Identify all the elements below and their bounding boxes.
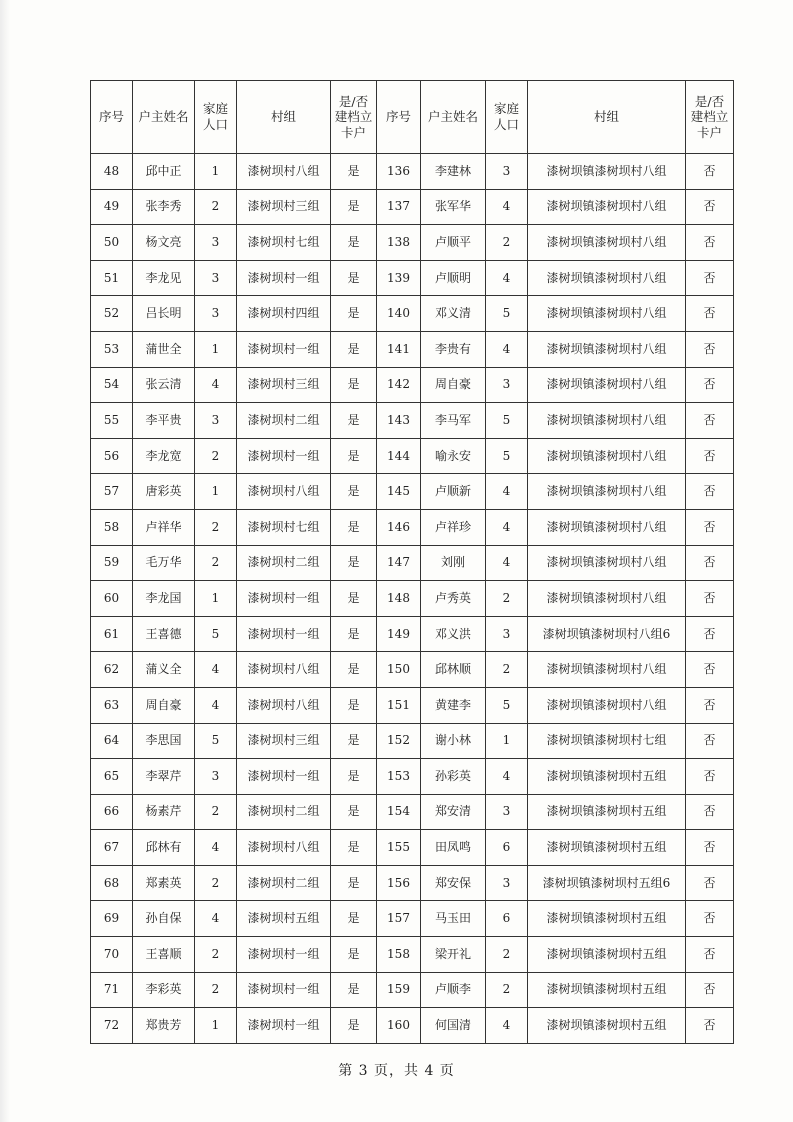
owner-cell: 张军华 [421, 189, 486, 225]
card-cell: 是 [331, 972, 377, 1008]
seq-cell: 48 [91, 154, 133, 190]
village-cell: 漆树坝村一组 [237, 581, 331, 617]
card-cell: 否 [686, 545, 734, 581]
village-cell: 漆树坝村一组 [237, 759, 331, 795]
village-cell: 漆树坝镇漆树坝村八组 [528, 652, 686, 688]
owner-cell: 张云清 [133, 367, 195, 403]
seq-cell: 68 [91, 865, 133, 901]
seq-cell: 61 [91, 616, 133, 652]
table-row [91, 865, 734, 901]
people-cell: 3 [195, 260, 237, 296]
table-header-row [91, 81, 734, 154]
table-row [91, 794, 734, 830]
people-cell: 4 [195, 901, 237, 937]
card-cell: 否 [686, 403, 734, 439]
village-cell: 漆树坝村一组 [237, 438, 331, 474]
people-cell: 1 [195, 1008, 237, 1044]
village-cell: 漆树坝村一组 [237, 260, 331, 296]
people-cell: 5 [486, 403, 528, 439]
village-cell: 漆树坝村二组 [237, 403, 331, 439]
village-cell: 漆树坝村三组 [237, 367, 331, 403]
card-cell: 否 [686, 901, 734, 937]
seq-cell: 142 [377, 367, 421, 403]
table-row [91, 225, 734, 261]
card-cell: 是 [331, 1008, 377, 1044]
village-cell: 漆树坝村八组 [237, 652, 331, 688]
people-cell: 2 [195, 794, 237, 830]
card-cell: 否 [686, 260, 734, 296]
people-cell: 1 [195, 474, 237, 510]
seq-cell: 159 [377, 972, 421, 1008]
people-cell: 4 [486, 509, 528, 545]
owner-cell: 邱中正 [133, 154, 195, 190]
owner-cell: 邓义清 [421, 296, 486, 332]
village-cell: 漆树坝镇漆树坝村八组 [528, 438, 686, 474]
seq-cell: 154 [377, 794, 421, 830]
village-cell: 漆树坝镇漆树坝村八组 [528, 474, 686, 510]
seq-cell: 69 [91, 901, 133, 937]
village-cell: 漆树坝镇漆树坝村五组 [528, 972, 686, 1008]
card-cell: 否 [686, 759, 734, 795]
people-cell: 2 [486, 937, 528, 973]
owner-cell: 吕长明 [133, 296, 195, 332]
owner-cell: 田凤鸣 [421, 830, 486, 866]
people-cell: 3 [486, 794, 528, 830]
header-owner: 户主姓名 [133, 81, 195, 154]
people-cell: 2 [195, 937, 237, 973]
card-cell: 否 [686, 794, 734, 830]
seq-cell: 71 [91, 972, 133, 1008]
people-cell: 3 [195, 296, 237, 332]
card-cell: 是 [331, 438, 377, 474]
village-cell: 漆树坝村二组 [237, 794, 331, 830]
seq-cell: 56 [91, 438, 133, 474]
village-cell: 漆树坝村一组 [237, 331, 331, 367]
seq-cell: 57 [91, 474, 133, 510]
village-cell: 漆树坝镇漆树坝村八组 [528, 189, 686, 225]
card-cell: 是 [331, 865, 377, 901]
owner-cell: 卢顺平 [421, 225, 486, 261]
card-cell: 是 [331, 545, 377, 581]
table-row [91, 509, 734, 545]
card-cell: 是 [331, 652, 377, 688]
people-cell: 3 [486, 616, 528, 652]
table-row [91, 616, 734, 652]
people-cell: 4 [195, 367, 237, 403]
table-row [91, 830, 734, 866]
owner-cell: 王喜顺 [133, 937, 195, 973]
seq-cell: 156 [377, 865, 421, 901]
table-row [91, 403, 734, 439]
card-cell: 是 [331, 759, 377, 795]
owner-cell: 李平贵 [133, 403, 195, 439]
table-row [91, 759, 734, 795]
village-cell: 漆树坝镇漆树坝村八组 [528, 260, 686, 296]
people-cell: 2 [486, 972, 528, 1008]
people-cell: 5 [195, 723, 237, 759]
people-cell: 2 [195, 189, 237, 225]
owner-cell: 李龙见 [133, 260, 195, 296]
owner-cell: 卢秀英 [421, 581, 486, 617]
people-cell: 2 [195, 865, 237, 901]
people-cell: 3 [195, 225, 237, 261]
seq-cell: 147 [377, 545, 421, 581]
people-cell: 6 [486, 830, 528, 866]
village-cell: 漆树坝镇漆树坝村五组 [528, 901, 686, 937]
card-cell: 是 [331, 403, 377, 439]
page-footer: 第 3 页，共 4 页 [338, 1063, 455, 1079]
village-cell: 漆树坝村七组 [237, 225, 331, 261]
seq-cell: 49 [91, 189, 133, 225]
people-cell: 1 [195, 331, 237, 367]
seq-cell: 53 [91, 331, 133, 367]
village-cell: 漆树坝镇漆树坝村五组 [528, 794, 686, 830]
table-row [91, 154, 734, 190]
owner-cell: 卢顺李 [421, 972, 486, 1008]
village-cell: 漆树坝村八组 [237, 154, 331, 190]
table-row [91, 687, 734, 723]
people-cell: 4 [486, 260, 528, 296]
people-cell: 4 [486, 1008, 528, 1044]
owner-cell: 李思国 [133, 723, 195, 759]
village-cell: 漆树坝镇漆树坝村八组 [528, 509, 686, 545]
village-cell: 漆树坝镇漆树坝村八组 [528, 687, 686, 723]
owner-cell: 周自豪 [421, 367, 486, 403]
people-cell: 5 [486, 296, 528, 332]
people-cell: 4 [195, 830, 237, 866]
village-cell: 漆树坝村八组 [237, 474, 331, 510]
people-cell: 1 [195, 581, 237, 617]
card-cell: 是 [331, 474, 377, 510]
owner-cell: 王喜德 [133, 616, 195, 652]
owner-cell: 黄建李 [421, 687, 486, 723]
table-row [91, 723, 734, 759]
seq-cell: 160 [377, 1008, 421, 1044]
seq-cell: 150 [377, 652, 421, 688]
village-cell: 漆树坝村四组 [237, 296, 331, 332]
seq-cell: 55 [91, 403, 133, 439]
seq-cell: 70 [91, 937, 133, 973]
card-cell: 否 [686, 154, 734, 190]
header-owner: 户主姓名 [421, 81, 486, 154]
village-cell: 漆树坝村五组 [237, 901, 331, 937]
table-row [91, 438, 734, 474]
village-cell: 漆树坝村三组 [237, 723, 331, 759]
village-cell: 漆树坝村一组 [237, 972, 331, 1008]
table-row [91, 296, 734, 332]
people-cell: 4 [486, 759, 528, 795]
table-row [91, 581, 734, 617]
owner-cell: 杨文亮 [133, 225, 195, 261]
people-cell: 5 [486, 687, 528, 723]
header-seq: 序号 [377, 81, 421, 154]
card-cell: 否 [686, 937, 734, 973]
village-cell: 漆树坝镇漆树坝村八组 [528, 367, 686, 403]
people-cell: 2 [195, 545, 237, 581]
people-cell: 2 [195, 509, 237, 545]
card-cell: 否 [686, 225, 734, 261]
people-cell: 2 [195, 972, 237, 1008]
owner-cell: 张李秀 [133, 189, 195, 225]
owner-cell: 卢祥华 [133, 509, 195, 545]
people-cell: 5 [486, 438, 528, 474]
village-cell: 漆树坝镇漆树坝村八组 [528, 154, 686, 190]
card-cell: 否 [686, 509, 734, 545]
household-table [90, 80, 734, 1044]
scan-edge [0, 0, 10, 1122]
village-cell: 漆树坝镇漆树坝村五组 [528, 937, 686, 973]
card-cell: 是 [331, 581, 377, 617]
owner-cell: 李翠芹 [133, 759, 195, 795]
header-card: 是/否 建档立 卡户 [686, 81, 734, 154]
owner-cell: 卢顺明 [421, 260, 486, 296]
table-row [91, 901, 734, 937]
table-row [91, 545, 734, 581]
seq-cell: 62 [91, 652, 133, 688]
people-cell: 4 [486, 474, 528, 510]
header-card: 是/否 建档立 卡户 [331, 81, 377, 154]
seq-cell: 66 [91, 794, 133, 830]
owner-cell: 卢祥珍 [421, 509, 486, 545]
card-cell: 是 [331, 367, 377, 403]
seq-cell: 139 [377, 260, 421, 296]
people-cell: 4 [486, 331, 528, 367]
seq-cell: 58 [91, 509, 133, 545]
seq-cell: 148 [377, 581, 421, 617]
card-cell: 否 [686, 438, 734, 474]
village-cell: 漆树坝镇漆树坝村八组 [528, 296, 686, 332]
owner-cell: 杨素芹 [133, 794, 195, 830]
people-cell: 4 [486, 545, 528, 581]
card-cell: 否 [686, 865, 734, 901]
owner-cell: 郑素英 [133, 865, 195, 901]
card-cell: 是 [331, 794, 377, 830]
village-cell: 漆树坝镇漆树坝村八组 [528, 225, 686, 261]
village-cell: 漆树坝村一组 [237, 1008, 331, 1044]
village-cell: 漆树坝镇漆树坝村八组 [528, 581, 686, 617]
card-cell: 是 [331, 687, 377, 723]
owner-cell: 唐彩英 [133, 474, 195, 510]
seq-cell: 67 [91, 830, 133, 866]
village-cell: 漆树坝镇漆树坝村五组 [528, 1008, 686, 1044]
people-cell: 2 [195, 438, 237, 474]
people-cell: 3 [195, 403, 237, 439]
seq-cell: 51 [91, 260, 133, 296]
owner-cell: 刘刚 [421, 545, 486, 581]
owner-cell: 周自豪 [133, 687, 195, 723]
table-row [91, 474, 734, 510]
seq-cell: 149 [377, 616, 421, 652]
people-cell: 4 [195, 652, 237, 688]
card-cell: 是 [331, 260, 377, 296]
owner-cell: 何国清 [421, 1008, 486, 1044]
people-cell: 5 [195, 616, 237, 652]
card-cell: 否 [686, 723, 734, 759]
village-cell: 漆树坝村八组 [237, 830, 331, 866]
seq-cell: 72 [91, 1008, 133, 1044]
seq-cell: 52 [91, 296, 133, 332]
owner-cell: 喻永安 [421, 438, 486, 474]
village-cell: 漆树坝镇漆树坝村五组 [528, 759, 686, 795]
card-cell: 是 [331, 225, 377, 261]
village-cell: 漆树坝村二组 [237, 865, 331, 901]
seq-cell: 140 [377, 296, 421, 332]
seq-cell: 158 [377, 937, 421, 973]
owner-cell: 郑安保 [421, 865, 486, 901]
seq-cell: 65 [91, 759, 133, 795]
village-cell: 漆树坝镇漆树坝村八组 [528, 331, 686, 367]
village-cell: 漆树坝村八组 [237, 687, 331, 723]
header-seq: 序号 [91, 81, 133, 154]
people-cell: 1 [486, 723, 528, 759]
village-cell: 漆树坝村二组 [237, 545, 331, 581]
card-cell: 是 [331, 189, 377, 225]
owner-cell: 邱林顺 [421, 652, 486, 688]
owner-cell: 李贵有 [421, 331, 486, 367]
village-cell: 漆树坝镇漆树坝村八组 [528, 545, 686, 581]
card-cell: 是 [331, 509, 377, 545]
seq-cell: 50 [91, 225, 133, 261]
people-cell: 3 [195, 759, 237, 795]
card-cell: 否 [686, 474, 734, 510]
card-cell: 是 [331, 723, 377, 759]
seq-cell: 157 [377, 901, 421, 937]
village-cell: 漆树坝村七组 [237, 509, 331, 545]
village-cell: 漆树坝镇漆树坝村五组 [528, 830, 686, 866]
owner-cell: 孙彩英 [421, 759, 486, 795]
owner-cell: 邓义洪 [421, 616, 486, 652]
card-cell: 是 [331, 616, 377, 652]
seq-cell: 145 [377, 474, 421, 510]
header-people: 家庭 人口 [486, 81, 528, 154]
owner-cell: 谢小林 [421, 723, 486, 759]
owner-cell: 马玉田 [421, 901, 486, 937]
seq-cell: 151 [377, 687, 421, 723]
village-cell: 漆树坝镇漆树坝村七组 [528, 723, 686, 759]
owner-cell: 李龙宽 [133, 438, 195, 474]
owner-cell: 李龙国 [133, 581, 195, 617]
seq-cell: 136 [377, 154, 421, 190]
card-cell: 否 [686, 581, 734, 617]
table-row [91, 1008, 734, 1044]
people-cell: 1 [195, 154, 237, 190]
card-cell: 否 [686, 652, 734, 688]
village-cell: 漆树坝镇漆树坝村八组6 [528, 616, 686, 652]
seq-cell: 144 [377, 438, 421, 474]
card-cell: 否 [686, 1008, 734, 1044]
seq-cell: 63 [91, 687, 133, 723]
seq-cell: 155 [377, 830, 421, 866]
table-row [91, 972, 734, 1008]
card-cell: 否 [686, 830, 734, 866]
card-cell: 否 [686, 616, 734, 652]
owner-cell: 郑安清 [421, 794, 486, 830]
card-cell: 是 [331, 331, 377, 367]
table-row [91, 652, 734, 688]
owner-cell: 孙自保 [133, 901, 195, 937]
owner-cell: 梁开礼 [421, 937, 486, 973]
card-cell: 是 [331, 937, 377, 973]
card-cell: 否 [686, 331, 734, 367]
village-cell: 漆树坝村一组 [237, 937, 331, 973]
card-cell: 否 [686, 189, 734, 225]
header-village: 村组 [528, 81, 686, 154]
seq-cell: 138 [377, 225, 421, 261]
seq-cell: 153 [377, 759, 421, 795]
people-cell: 2 [486, 581, 528, 617]
table-row [91, 331, 734, 367]
seq-cell: 60 [91, 581, 133, 617]
card-cell: 是 [331, 154, 377, 190]
owner-cell: 李彩英 [133, 972, 195, 1008]
card-cell: 否 [686, 687, 734, 723]
table-row [91, 189, 734, 225]
header-people: 家庭 人口 [195, 81, 237, 154]
people-cell: 3 [486, 154, 528, 190]
owner-cell: 郑贵芳 [133, 1008, 195, 1044]
card-cell: 否 [686, 296, 734, 332]
people-cell: 4 [195, 687, 237, 723]
people-cell: 3 [486, 367, 528, 403]
people-cell: 2 [486, 225, 528, 261]
seq-cell: 146 [377, 509, 421, 545]
seq-cell: 152 [377, 723, 421, 759]
seq-cell: 143 [377, 403, 421, 439]
people-cell: 3 [486, 865, 528, 901]
owner-cell: 李建林 [421, 154, 486, 190]
seq-cell: 54 [91, 367, 133, 403]
seq-cell: 141 [377, 331, 421, 367]
table-row [91, 367, 734, 403]
card-cell: 是 [331, 901, 377, 937]
card-cell: 否 [686, 972, 734, 1008]
owner-cell: 蒲义全 [133, 652, 195, 688]
owner-cell: 蒲世全 [133, 331, 195, 367]
people-cell: 6 [486, 901, 528, 937]
seq-cell: 64 [91, 723, 133, 759]
owner-cell: 李马军 [421, 403, 486, 439]
village-cell: 漆树坝镇漆树坝村五组6 [528, 865, 686, 901]
card-cell: 是 [331, 830, 377, 866]
village-cell: 漆树坝村三组 [237, 189, 331, 225]
table-row [91, 260, 734, 296]
card-cell: 是 [331, 296, 377, 332]
people-cell: 2 [486, 652, 528, 688]
card-cell: 否 [686, 367, 734, 403]
village-cell: 漆树坝镇漆树坝村八组 [528, 403, 686, 439]
owner-cell: 卢顺新 [421, 474, 486, 510]
table-row [91, 937, 734, 973]
village-cell: 漆树坝村一组 [237, 616, 331, 652]
people-cell: 4 [486, 189, 528, 225]
seq-cell: 137 [377, 189, 421, 225]
seq-cell: 59 [91, 545, 133, 581]
owner-cell: 毛万华 [133, 545, 195, 581]
header-village: 村组 [237, 81, 331, 154]
owner-cell: 邱林有 [133, 830, 195, 866]
